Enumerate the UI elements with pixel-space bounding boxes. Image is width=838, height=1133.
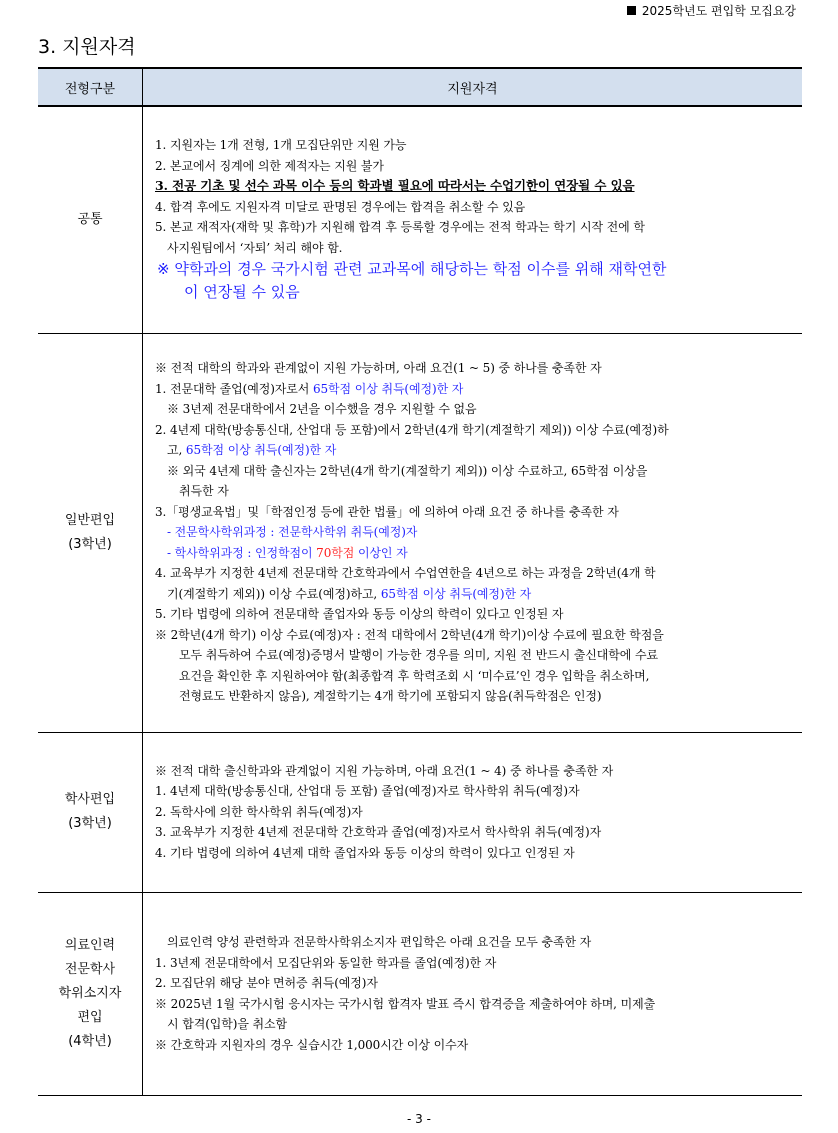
category-common: 공통 xyxy=(38,106,143,333)
list-note: ※ 2025년 1월 국가시험 응시자는 국가시험 합격자 발표 즉시 합격증을 제출하여야 하며, 미제출 xyxy=(155,996,656,1011)
highlight-text: 65학점 이상 취득(예정)한 자 xyxy=(312,381,464,396)
list-item: 3. 교육부가 지정한 4년제 전문대학 간호학과 졸업(예정)자로서 학사학위 취득(예정)자 xyxy=(155,825,602,840)
list-item: 5. 본교 재적자(재학 및 휴학)가 지원해 합격 후 등록할 경우에는 전적 학과는 학기 시작 전에 학 xyxy=(155,220,645,235)
list-item-continued xyxy=(155,440,800,461)
pharmacy-note xyxy=(155,258,800,304)
table-row-bachelor xyxy=(38,732,802,892)
list-item: 4. 합격 후에도 지원자격 미달로 판명된 경우에는 합격을 취소할 수 있음 xyxy=(155,199,526,214)
list-item: 5. 기타 법령에 의하여 전문대학 졸업자와 동등 이상의 학력이 있다고 인정된 자 xyxy=(155,607,564,622)
list-note: ※ 2학년(4개 학기) 이상 수료(예정)자 : 전적 대학에서 2학년(4개 학기)이상 수료에 필요한 학점을 xyxy=(155,627,664,642)
highlight-red-text: 70학점 xyxy=(316,545,355,560)
category-bachelor xyxy=(38,732,143,892)
category-general xyxy=(38,333,143,732)
list-item: 2. 모집단위 해당 분야 면허증 취득(예정)자 xyxy=(155,976,378,990)
list-note-continued: 전형료도 반환하지 않음), 계절학기는 4개 학기에 포함되지 않음(취득학점은 인정) xyxy=(179,689,602,704)
table-header-row xyxy=(38,68,802,106)
list-item: 4. 기타 법령에 의하여 4년제 대학 졸업자와 동등 이상의 학력이 있다고 인정된 자 xyxy=(155,845,575,860)
list-note-continued: 시 합격(입학)을 취소함 xyxy=(167,1017,288,1031)
list-note-continued: 요건을 확인한 후 지원하여야 함(최종합격 후 학력조회 시 ‘미수료’인 경우 입학을 취소하며, xyxy=(179,668,650,683)
text: 이상인 자 xyxy=(354,545,408,560)
list-item-continued: 사지원팀에서 ‘자퇴’ 처리 해야 함. xyxy=(167,240,343,255)
sub-item xyxy=(155,543,800,564)
document-title: 2025학년도 편입학 모집요강 xyxy=(641,4,796,18)
text: 기(계절학기 제외)) 이상 수료(예정)하고, xyxy=(167,586,381,601)
medical-content xyxy=(143,892,803,1095)
category-label: 의료인력 xyxy=(64,937,116,953)
square-bullet-icon xyxy=(627,6,636,15)
list-intro: 의료인력 양성 관련학과 전문학사학위소지자 편입학은 아래 요건을 모두 충족한 자 xyxy=(167,935,592,949)
header-category: 전형구분 xyxy=(38,68,143,106)
list-item: 1. 지원자는 1개 전형, 1개 모집단위만 지원 가능 xyxy=(155,138,407,153)
page-number: - 3 - xyxy=(407,1112,431,1126)
list-item: 2. 본교에서 징계에 의한 제적자는 지원 불가 xyxy=(155,158,384,173)
list-item xyxy=(155,379,800,400)
list-item: 1. 4년제 대학(방송통신대, 산업대 등 포함) 졸업(예정)자로 학사학위 취득(예정)자 xyxy=(155,784,580,799)
list-note-continued: 취득한 자 xyxy=(179,484,229,499)
table-row-common xyxy=(38,106,802,333)
category-year: (3학년) xyxy=(68,536,112,552)
common-content xyxy=(143,106,803,333)
pharmacy-note-line: 이 연장될 수 있음 xyxy=(184,283,300,302)
general-content xyxy=(143,333,803,732)
list-item: 2. 독학사에 의한 학사학위 취득(예정)자 xyxy=(155,804,363,819)
highlight-text: 65학점 이상 취득(예정)한 자 xyxy=(380,586,532,601)
bachelor-content xyxy=(143,732,803,892)
eligibility-table xyxy=(38,67,802,1096)
category-medical xyxy=(38,892,143,1095)
list-item-continued xyxy=(155,584,800,605)
sub-item: - 전문학사학위과정 : 전문학사학위 취득(예정)자 xyxy=(167,525,418,540)
list-item: 1. 3년제 전문대학에서 모집단위와 동일한 학과를 졸업(예정)한 자 xyxy=(155,955,497,970)
table-row-medical xyxy=(38,892,802,1095)
category-label: 전문학사 xyxy=(64,961,116,977)
section-title: 3. 지원자격 xyxy=(38,36,136,58)
list-note: ※ 외국 4년제 대학 출신자는 2학년(4개 학기(계절학기 제외)) 이상 수료하고, 65학점 이상을 xyxy=(167,463,648,478)
list-intro: ※ 전적 대학 출신학과와 관계없이 지원 가능하며, 아래 요건(1 ~ 4) 중 하나를 충족한 자 xyxy=(155,763,614,778)
list-item: 2. 4년제 대학(방송통신대, 산업대 등 포함)에서 2학년(4개 학기(계절학기 제외)) 이상 수료(예정)하 xyxy=(155,422,669,437)
list-item-emphasis: 3. 전공 기초 및 선수 과목 이수 등의 학과별 필요에 따라서는 수업기한이 연장될 수 있음 xyxy=(155,178,635,194)
pharmacy-note-line: ※ 약학과의 경우 국가시험 관련 교과목에 해당하는 학점 이수를 위해 재학연한 xyxy=(157,260,667,279)
document-header xyxy=(627,2,796,19)
text: - 학사학위과정 : 인정학점이 xyxy=(167,545,317,560)
category-label: 학위소지자 xyxy=(58,985,122,1001)
highlight-text: 65학점 이상 취득(예정)한 자 xyxy=(185,443,337,458)
list-item: 3.「평생교육법」및「학점인정 등에 관한 법률」에 의하여 아래 요건 중 하나를 충족한 자 xyxy=(155,504,619,519)
category-label: 편입 xyxy=(77,1009,103,1025)
text: 고, xyxy=(167,443,186,458)
list-note: ※ 3년제 전문대학에서 2년을 이수했을 경우 지원할 수 없음 xyxy=(167,402,477,417)
category-label: 학사편입 xyxy=(64,792,116,807)
category-label: 일반편입 xyxy=(64,512,116,528)
category-year: (3학년) xyxy=(68,816,112,831)
list-intro: ※ 전적 대학의 학과와 관계없이 지원 가능하며, 아래 요건(1 ~ 5) 중 하나를 충족한 자 xyxy=(155,361,602,376)
text: 1. 전문대학 졸업(예정)자로서 xyxy=(155,381,313,396)
header-eligibility: 지원자격 xyxy=(143,68,803,106)
list-item: 4. 교육부가 지정한 4년제 전문대학 간호학과에서 수업연한을 4년으로 하는 과정을 2학년(4개 학 xyxy=(155,566,656,581)
table-row-general xyxy=(38,333,802,732)
list-note: ※ 간호학과 지원자의 경우 실습시간 1,000시간 이상 이수자 xyxy=(155,1037,469,1052)
list-note-continued: 모두 취득하여 수료(예정)증명서 발행이 가능한 경우를 의미, 지원 전 반드시 출신대학에 수료 xyxy=(179,648,658,663)
category-year: (4학년) xyxy=(68,1033,112,1049)
